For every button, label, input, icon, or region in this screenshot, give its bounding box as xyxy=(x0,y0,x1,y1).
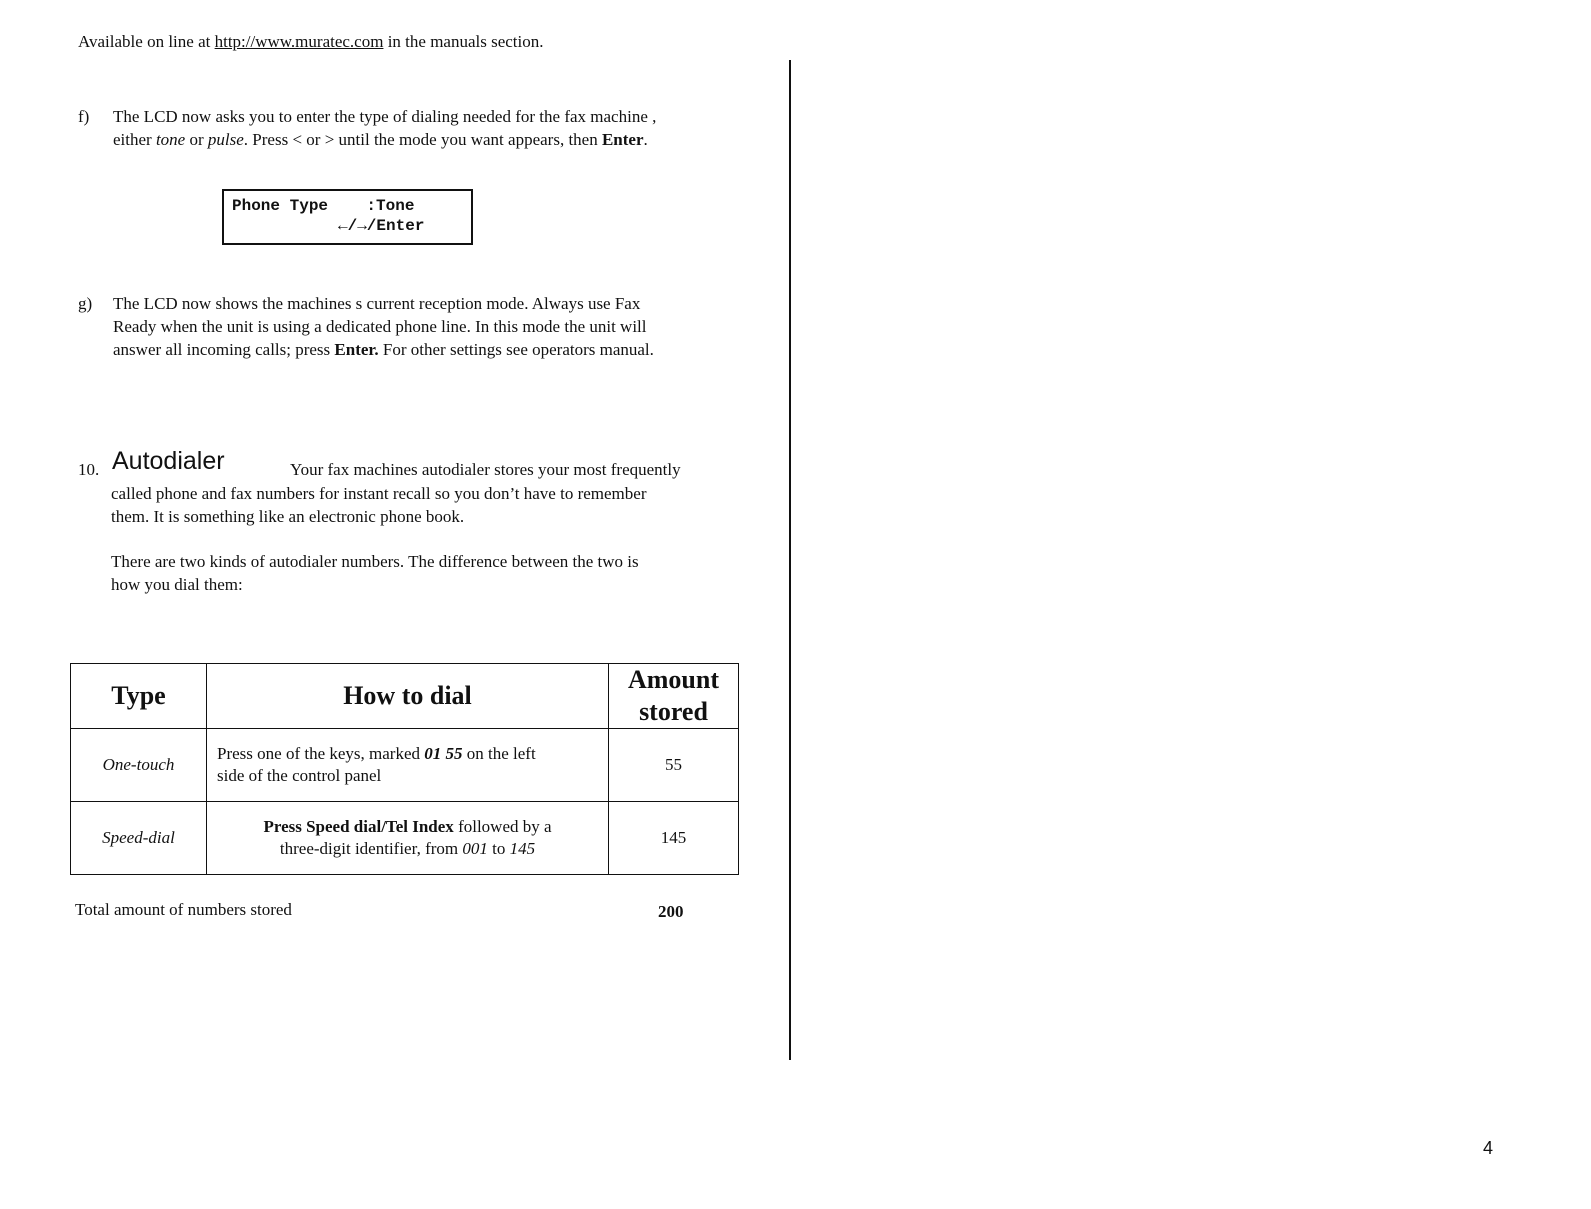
lcd-line-2: ←/→/Enter xyxy=(338,217,425,235)
section-intro-rest: called phone and fax numbers for instant recall so you don’t have to remember them. It is something like an electronic phone book. xyxy=(111,484,647,526)
table-row xyxy=(71,729,739,802)
total-label: Total amount of numbers stored xyxy=(75,900,292,919)
type-cell: Speed-dial xyxy=(71,802,207,875)
header-amount-stored: Amount stored xyxy=(609,664,739,729)
autodialer-kinds-paragraph: There are two kinds of autodialer numbers. The difference between the two is how you dial them: xyxy=(111,552,639,594)
online-availability-note: Available on line at http://www.muratec.com in the manuals section. xyxy=(78,32,544,51)
section-title: Autodialer xyxy=(112,447,225,475)
header-how-to-dial: How to dial xyxy=(207,664,609,729)
table-row xyxy=(71,802,739,875)
type-cell: One-touch xyxy=(71,729,207,802)
total-value: 200 xyxy=(658,902,684,921)
lcd-display xyxy=(222,189,473,245)
step-g-label: g) xyxy=(78,294,93,313)
page-number: 4 xyxy=(1483,1138,1494,1158)
muratec-link[interactable]: http://www.muratec.com xyxy=(214,32,384,51)
column-divider xyxy=(789,60,791,1060)
how-cell: Press Speed dial/Tel Index followed by a three-digit identifier, from 001 to 145 xyxy=(207,802,609,875)
table-header-row xyxy=(71,664,739,729)
section-number: 10. xyxy=(78,460,100,479)
amount-cell: 55 xyxy=(609,729,739,802)
how-cell: Press one of the keys, marked 01 55 on the left side of the control panel xyxy=(207,729,609,802)
step-g-text: The LCD now shows the machines s current reception mode. Always use Fax Ready when the unit is using a dedicated phone line. In this mode the unit will answer all incoming calls; press Enter. For other settings see operators manual. xyxy=(113,294,654,359)
step-f-text: The LCD now asks you to enter the type of dialing needed for the fax machine , either tone or pulse. Press < or > until the mode you want appears, then Enter. xyxy=(113,107,657,149)
amount-cell: 145 xyxy=(609,802,739,875)
section-intro-line-1: Your fax machines autodialer stores your most frequently xyxy=(290,460,681,479)
lcd-line-1: Phone Type :Tone xyxy=(232,197,415,215)
step-f-label: f) xyxy=(78,107,90,126)
header-type: Type xyxy=(71,664,207,729)
autodialer-table xyxy=(70,663,739,875)
